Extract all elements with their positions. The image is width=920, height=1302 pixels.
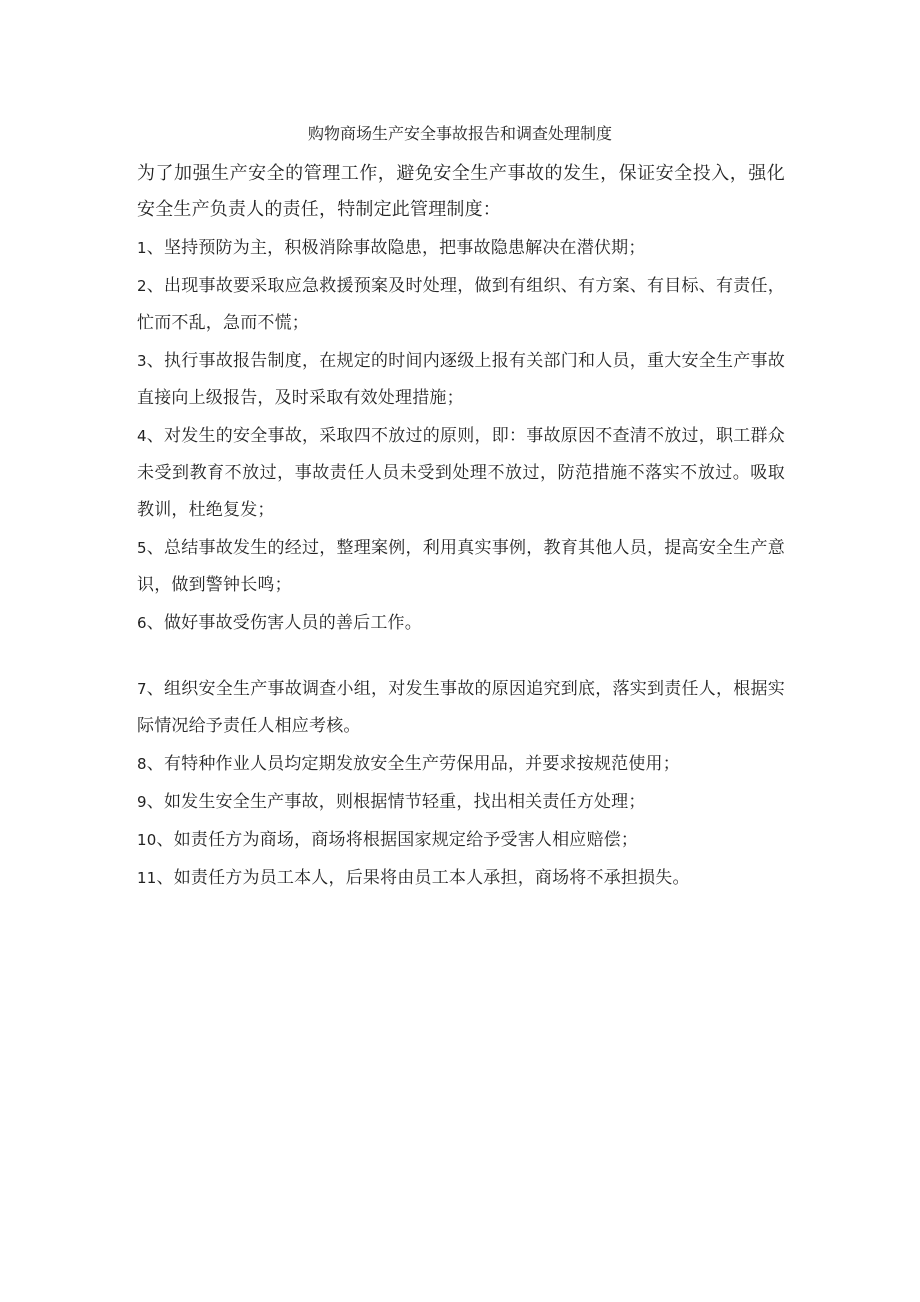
rule-text: 、如责任方为商场，商场将根据国家规定给予受害人相应赔偿； bbox=[156, 830, 639, 850]
rule-number: 11 bbox=[137, 869, 157, 887]
rule-text: 、总结事故发生的经过，整理案例，利用真实事例，教育其他人员，提高安全生产意识，做到警钟长鸣； bbox=[137, 538, 785, 595]
rule-text: 、做好事故受伤害人员的善后工作。 bbox=[146, 613, 422, 633]
intro-paragraph: 为了加强生产安全的管理工作，避免安全生产事故的发生，保证安全投入，强化安全生产负责人的责任，特制定此管理制度： bbox=[137, 163, 785, 220]
rule-item-4 bbox=[137, 418, 785, 529]
rule-number: 2 bbox=[137, 277, 147, 295]
rule-number: 6 bbox=[137, 614, 147, 632]
rule-text: 、出现事故要采取应急救援预案及时处理，做到有组织、有方案、有目标、有责任，忙而不乱，急而不慌； bbox=[137, 276, 785, 333]
paragraph-gap bbox=[137, 643, 785, 671]
rule-item-5 bbox=[137, 530, 785, 604]
rule-text: 、有特种作业人员均定期发放安全生产劳保用品，并要求按规范使用； bbox=[146, 754, 680, 774]
rule-item-2 bbox=[137, 268, 785, 342]
rule-item-7 bbox=[137, 671, 785, 745]
document-body bbox=[137, 156, 785, 898]
rule-text: 、组织安全生产事故调查小组，对发生事故的原因追究到底，落实到责任人，根据实际情况给予责任人相应考核。 bbox=[137, 679, 785, 736]
rule-number: 5 bbox=[137, 539, 147, 557]
rule-item-3 bbox=[137, 343, 785, 417]
rule-item-10 bbox=[137, 822, 785, 859]
rules-list-group-2 bbox=[137, 671, 785, 897]
document-title: 购物商场生产安全事故报告和调查处理制度 bbox=[307, 124, 612, 143]
rule-item-1 bbox=[137, 230, 785, 267]
rule-number: 10 bbox=[137, 831, 157, 849]
rule-text: 、如发生安全生产事故，则根据情节轻重，找出相关责任方处理； bbox=[146, 792, 646, 812]
rule-item-11 bbox=[137, 860, 785, 897]
rule-number: 1 bbox=[137, 239, 147, 257]
rule-number: 4 bbox=[137, 427, 147, 445]
rule-text: 、执行事故报告制度，在规定的时间内逐级上报有关部门和人员，重大安全生产事故直接向上级报告，及时采取有效处理措施； bbox=[137, 351, 785, 408]
rules-list-group-1 bbox=[137, 230, 785, 642]
rule-text: 、坚持预防为主，积极消除事故隐患，把事故隐患解决在潜伏期； bbox=[146, 238, 646, 258]
rule-number: 7 bbox=[137, 680, 147, 698]
rule-item-8 bbox=[137, 746, 785, 783]
rule-number: 3 bbox=[137, 352, 147, 370]
rule-number: 9 bbox=[137, 793, 147, 811]
rule-text: 、对发生的安全事故，采取四不放过的原则，即：事故原因不查清不放过，职工群众未受到教育不放过，事故责任人员未受到处理不放过，防范措施不落实不放过。吸取教训，杜绝复发； bbox=[137, 426, 785, 520]
rule-text: 、如责任方为员工本人，后果将由员工本人承担，商场将不承担损失。 bbox=[156, 868, 690, 888]
rule-item-6 bbox=[137, 605, 785, 642]
rule-number: 8 bbox=[137, 755, 147, 773]
rule-item-9 bbox=[137, 784, 785, 821]
